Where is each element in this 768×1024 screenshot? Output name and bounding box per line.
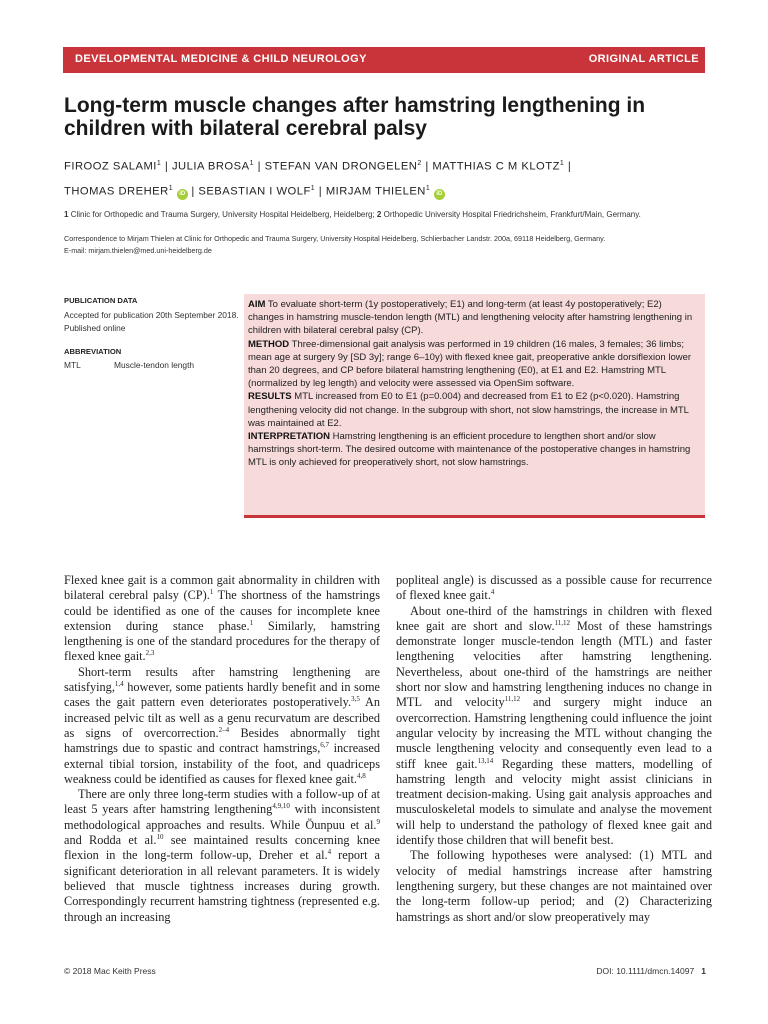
publication-data: PUBLICATION DATA Accepted for publication 20th September 2018. Published online ABBREVIATION MTL Muscle-tendon length bbox=[64, 296, 239, 370]
affiliations: 1 Clinic for Orthopedic and Trauma Surgery, University Hospital Heidelberg, Heidelberg; 2 Orthopedic University Hospital Friedrichsheim, Frankfurt/Main, Germany. bbox=[64, 210, 641, 219]
method-label: METHOD bbox=[248, 338, 290, 350]
journal-header-bar bbox=[63, 47, 705, 73]
orcid-icon[interactable]: iD bbox=[177, 189, 188, 200]
aim-text: To evaluate short-term (1y postoperatively; E1) and long-term (at least 4y postoperatively; E2) changes in hamstring muscle-tendon length (MTL) and lengthening velocity after hamstring lengthening in children with bilateral cerebral palsy (CP). bbox=[248, 299, 693, 337]
journal-name: DEVELOPMENTAL MEDICINE & CHILD NEUROLOGY bbox=[75, 53, 367, 65]
copyright: © 2018 Mac Keith Press bbox=[64, 966, 156, 976]
abstract-box bbox=[244, 294, 705, 518]
paragraph: Flexed knee gait is a common gait abnormality in children with bilateral cerebral palsy (CP).$^1$ The shortness of the hamstrings could be identified as one of the causes for incomplete knee extension during stance phase.$^1$ Similarly, hamstring lengthening is one of the standard procedures for the therapy of flexed knee gait.$^{2,3}$ bbox=[64, 573, 380, 664]
article-type: ORIGINAL ARTICLE bbox=[588, 53, 699, 65]
email-link[interactable]: E-mail: mirjam.thielen@med.uni-heidelberg.de bbox=[64, 246, 212, 255]
results-text: MTL increased from E0 to E1 (p=0.004) and decreased from E1 to E2 (p<0.020). Hamstring lengthening velocity did not change. In the subgroup with short, not slow hamstrings, the increase in MTL was maintained at E2. bbox=[248, 391, 689, 429]
paragraph: popliteal angle) is discussed as a possible cause for recurrence of flexed knee gait.$^4$ bbox=[396, 573, 712, 603]
article-title: Long-term muscle changes after hamstring lengthening in children with bilateral cerebral palsy bbox=[64, 94, 646, 140]
author-name: THOMAS DREHER bbox=[64, 185, 169, 198]
author-name: JULIA BROSA bbox=[171, 160, 250, 173]
doi-and-page bbox=[596, 966, 706, 976]
results-label: RESULTS bbox=[248, 391, 292, 403]
paragraph: Short-term results after hamstring lengthening are satisfying,$^{1,4}$ however, some patients hardly benefit and in some cases the gait pattern even deteriorates postoperatively.$^{3,5}$ An increased pelvic tilt as well as a genu recurvatum are described as signs of overcorrection.$^{2-4}$ Besides abnormally tight hamstrings due to spastic and contract hamstrings,$^{6,7}$ increased external tibial torsion, instability of the foot, and quadriceps weakness could be identified as causes for flexed knee gait.$^{4,8}$ bbox=[64, 664, 381, 786]
paragraph: There are only three long-term studies with a follow-up of at least 5 years after hamstring lengthening$^{4,9,10}$ with inconsistent methodological approaches and results. While Öunpuu et al.$^9$ and Rodda et al.$^{10}$ see maintained results concerning knee flexion in the long-term follow-up, Dreher et al.$^4$ report a significant deterioration in all relevant parameters. It is widely believed that muscle tightness increases during growth. Correspondingly recurrent hamstring tightness (represented e.g. through an increasing bbox=[64, 787, 381, 924]
body-column-left bbox=[64, 573, 380, 925]
abbreviation-row: MTL Muscle-tendon length bbox=[64, 360, 195, 370]
correspondence: Correspondence to Mirjam Thielen at Clinic for Orthopedic and Trauma Surgery, University Hospital Heidelberg, Schlierbacher Landstr. 200a, 69118 Heidelberg, Germany. E-mail: mirjam.thielen@med.uni-heidelberg.de bbox=[64, 233, 714, 257]
author-name: SEBASTIAN I WOLF bbox=[198, 185, 311, 198]
author-name: MIRJAM THIELEN bbox=[325, 185, 426, 198]
orcid-icon[interactable]: iD bbox=[434, 189, 445, 200]
page-number: 1 bbox=[701, 966, 706, 976]
author-name: STEFAN VAN DRONGELEN bbox=[264, 160, 418, 173]
interpretation-label: INTERPRETATION bbox=[248, 431, 330, 443]
interpretation-text: Hamstring lengthening is an efficient procedure to lengthen short and/or slow hamstrings short-term. The desired outcome with maintenance of the postoperative changes in hamstring MTL is only achieved for preoperatively short, not slow hamstrings. bbox=[248, 431, 691, 469]
paragraph: The following hypotheses were analysed: (1) MTL and velocity of medial hamstrings increase after hamstring lengthening surgery, but these changes are not maintained over the long-term follow-up period; and (2) Characterizing hamstrings as short and/or slow preoperatively may bbox=[396, 848, 712, 924]
doi-link[interactable]: DOI: 10.1111/dmcn.14097 bbox=[596, 966, 695, 976]
aim-label: AIM bbox=[248, 299, 266, 310]
author-name: MATTHIAS C M KLOTZ bbox=[432, 160, 560, 173]
author-list: FIROOZ SALAMI$^1$ | JULIA BROSA$^1$ | STEFAN VAN DRONGELEN$^2$ | MATTHIAS C M KLOTZ$^1$ | THOMAS DREHER$^1$ iD | SEBASTIAN I WOLF$^1$ | MIRJAM THIELEN$^1$ iD bbox=[64, 153, 714, 202]
author-name: FIROOZ SALAMI bbox=[64, 160, 157, 173]
body-column-right bbox=[396, 573, 712, 925]
method-text: Three-dimensional gait analysis was performed in 19 children (16 males, 3 females; 36 limbs; mean age at surgery 9y [SD 3y]; range 6–10y) with flexed knee gait, preoperative ankle dorsiflexion lower than 20 degrees, and CP before bilateral hamstring lengthening (E0), at E1 and E2. Hamstring MTL (normalized by leg length) and velocity were assessed via OpenSim software. bbox=[248, 338, 692, 390]
paragraph: About one-third of the hamstrings in children with flexed knee gait are short and slow.$^{11,12}$ Most of these hamstrings demonstrate longer muscle-tendon length (MTL) and faster lengthening velocities after hamstring lengthening. Nevertheless, about one-third of the hamstrings are neither short nor slow and hamstring lengthening induces no change in MTL and velocity$^{11,12}$ and surgery might induce an overcorrection. Hamstring lengthening could influence the joint angular velocity by increasing the MTL without changing the muscle lengthening velocity and consequently even lead to a stiff knee gait.$^{13,14}$ Regarding these matters, modelling of hamstring length and velocity might assist clinicians in treatment decision-making. Using gait analysis approaches and musculoskeletal models to simulate and analyse the movement will help to understand the pathology of flexed knee gait and identify those children that will benefit best. bbox=[396, 603, 712, 848]
